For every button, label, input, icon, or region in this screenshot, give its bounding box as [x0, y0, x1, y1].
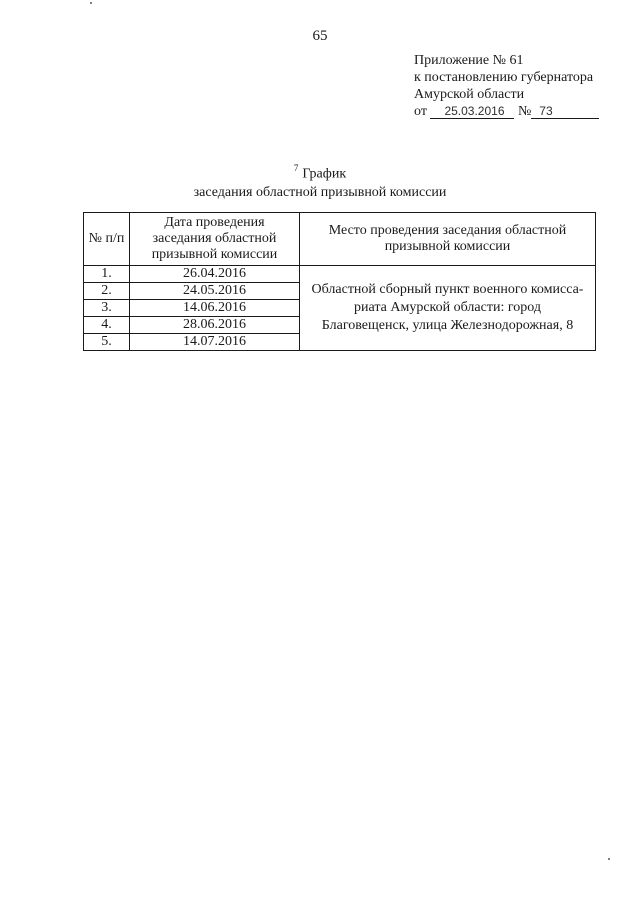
annex-resolution: к постановлению губернатора	[414, 70, 594, 85]
annex-title: Приложение № 61	[414, 53, 524, 68]
date-prefix: от	[414, 104, 427, 119]
row-date: 14.07.2016	[130, 334, 300, 351]
header-place: Место проведения заседания областной призывной комиссии	[300, 213, 596, 266]
header-date: Дата проведения заседания областной призывной комиссии	[130, 213, 300, 266]
row-date: 24.05.2016	[130, 283, 300, 300]
schedule-subheading: заседания областной призывной комиссии	[193, 184, 447, 200]
annex-header	[414, 52, 599, 120]
annex-date: 25.03.2016	[430, 104, 514, 119]
annex-number: 73	[531, 104, 599, 119]
row-number: 1.	[84, 266, 130, 283]
row-date: 26.04.2016	[130, 266, 300, 283]
row-number: 2.	[84, 283, 130, 300]
page-number: 65	[312, 28, 328, 44]
table-row	[84, 266, 596, 283]
annex-date-line	[414, 103, 599, 120]
schedule-heading: График	[302, 166, 347, 182]
scan-speck	[608, 858, 610, 860]
schedule-title	[0, 160, 640, 202]
row-date: 14.06.2016	[130, 300, 300, 317]
number-prefix: №	[517, 104, 532, 119]
superscript-mark: 7	[293, 163, 299, 173]
table-header-row	[84, 213, 596, 266]
row-date: 28.06.2016	[130, 317, 300, 334]
schedule-table	[83, 212, 596, 351]
row-number: 3.	[84, 300, 130, 317]
schedule-heading-line	[0, 160, 640, 184]
header-number: № п/п	[84, 213, 130, 266]
scan-speck	[90, 2, 92, 4]
annex-region: Амурской области	[414, 87, 525, 102]
row-number: 4.	[84, 317, 130, 334]
meeting-place: Областной сборный пункт военного комисса-риата Амурской области: город Благовещенск, улица Железнодорожная, 8	[300, 266, 596, 351]
row-number: 5.	[84, 334, 130, 351]
